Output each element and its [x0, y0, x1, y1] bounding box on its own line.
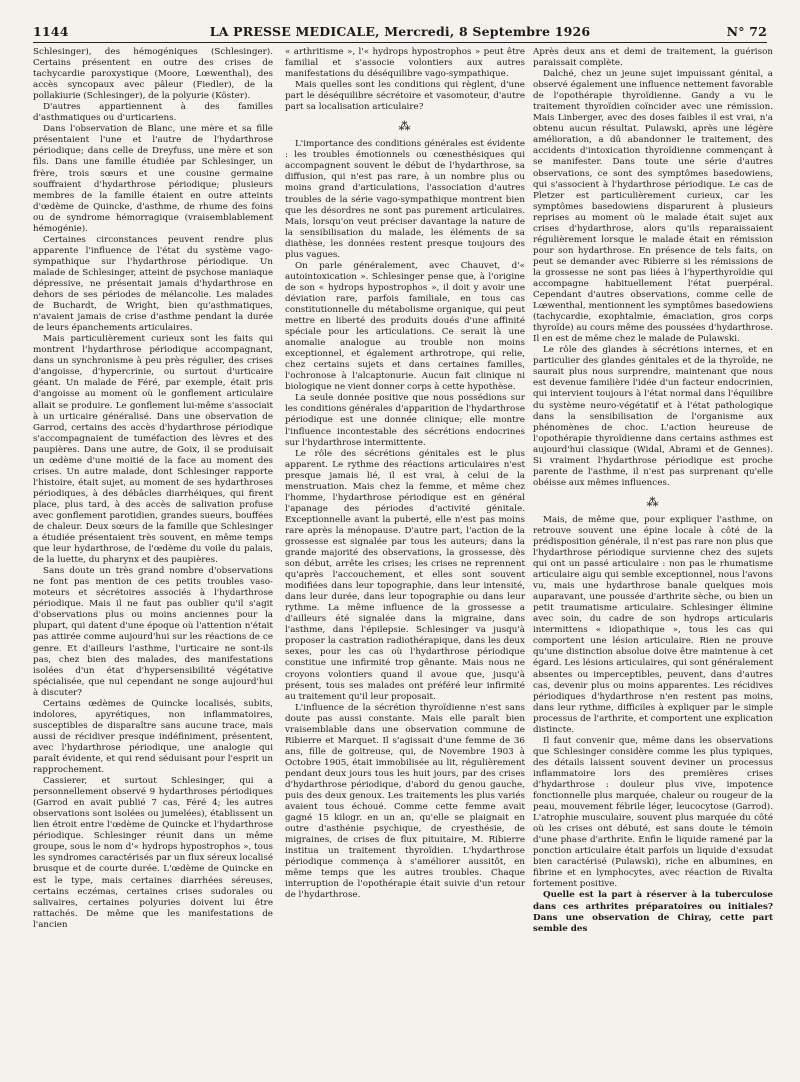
paragraph: On parle généralement, avec Chauvet, d'« autointoxication ». Schlesinger pense que, à l'origine de son « hydrops hypostrophos », il doit y avoir une déviation rare, parfois familiale, en tous cas constitutionnelle du métabolisme organique, qui peut mettre en liberté des produits doués d'une affinité spéciale pour les articulations. Ce serait là une anomalie analogue au trouble non moins exceptionnel, et également arthrotrope, qui relie, chez certains sujets et dans certaines familles, l'ochronose à l'alcaptonurie. Aucun fait clinique ni biologique ne vient donner corps à cette hypothèse. — [285, 260, 525, 393]
paragraph: Mais, de même que, pour expliquer l'asthme, on retrouve souvent une épine locale à côté de la prédisposition générale, il n'est pas rare non plus que l'hydarthrose périodique survienne chez des sujets qui ont un passé articulaire : non pas le rhumatisme articulaire aigu qui semble exceptionnel, nous l'avons vu, mais une hydarthrose banale quelques mois auparavant, une poussée d'arthrite sèche, ou bien un petit traumatisme articulaire. Schlesinger élimine avec soin, du cadre de son hydrops articularis intermittens « idiopathique », tous les cas qui comportent une lésion articulaire. Rien ne prouve qu'une distinction absolue doive être maintenue à cet égard. Les lésions articulaires, qui sont généralement absentes ou imperceptibles, peuvent, dans d'autres cas, devenir plus ou moins apparentes. Les récidives périodiques d'hydarthrose n'en restent pas moins, dans leur rythme, difficiles à expliquer par le simple processus de l'arthrite, et comportent une explication distincte. — [533, 514, 773, 735]
issue-number: N° 72 — [726, 24, 767, 39]
column-2 — [285, 47, 525, 902]
journal-title: LA PRESSE MEDICALE, Mercredi, 8 Septembre 1926 — [209, 24, 591, 39]
page-number: 1144 — [33, 24, 69, 39]
header-rule — [33, 42, 767, 43]
running-header — [33, 24, 767, 40]
paragraph: L'influence de la sécrétion thyroïdienne n'est sans doute pas aussi constante. Mais elle paraît bien vraisemblable dans une observation commune de Ribierre et Marquet. Il s'agissait d'une femme de 36 ans, fille de goitreuse, qui, de Novembre 1903 à Octobre 1905, était immobilisée au lit, régulièrement pendant deux jours tous les huit jours, par des crises d'hydarthrose périodique, d'abord du genou gauche, puis des deux genoux. Les traitements les plus variés avaient tous échoué. Comme cette femme avait gagné 15 kilogr. en un an, qu'elle se plaignait en outre d'asthénie psychique, de cryesthésie, de migraines, de crises de flux pituitaire, M. Ribierre institua un traitement thyroïdien. L'hydarthrose périodique commença à s'améliorer aussitôt, en même temps que les autres troubles. Chaque interruption de l'opothérapie était suivie d'un retour de l'hydarthrose. — [285, 702, 525, 901]
paragraph: Schlesinger), des hémogéniques (Schlesinger). Certains présentent en outre des crises de tachycardie paroxystique (Moore, Lœwenthal), des accès syncopaux avec pâleur (Fiedler), de la pollakiurie (Schlesinger), de la polyurie (Köster). — [33, 47, 273, 102]
paragraph: Dalché, chez un jeune sujet impuissant génital, a observé également une influence nettement favorable de l'opothérapie thyroïdienne. Gandy a vu le traitement thyroïdien coïncider avec une rémission. Mais Linberger, avec des doses faibles il est vrai, n'a obtenu aucun résultat. Pulawski, après une légère amélioration, a dû abandonner le traitement, des accidents d'intoxication thyroïdienne commençant à se manifester. Dans toute une série d'autres observations, ce sont des symptômes basedowiens, qui s'associent à l'hydarthrose périodique. Le cas de Pletzer est particulièrement curieux, car les symptômes basedowiens disparurent à plusieurs reprises au moment où le malade était sujet aux crises d'hydarthrose, alors qu'ils reparaissaient régulièrement lorsque le malade était en rémission pour son hydarthrose. En présence de tels faits, on peut se demander avec Ribierre si les rémissions de la grossesse ne sont pas liées à l'hyperthyroïdie qui accompagne habituellement l'état puerpéral. Cependant d'autres observations, comme celle de Lœwenthal, mentionnent les symptômes basedowiens (tachycardie, exophtalmie, émaciation, gros corps thyroïde) au cours même des poussées d'hydarthrose. Il en est de même chez le malade de Pulawski. — [533, 69, 773, 345]
paragraph: Sans doute un très grand nombre d'observations ne font pas mention de ces petits troubles vaso-moteurs et sécrétoires associés à l'hydarthrose périodique. Mais il ne faut pas oublier qu'il s'agit d'observations plus ou moins anciennes pour la plupart, qui datent d'une époque où l'attention n'était pas attirée comme aujourd'hui sur les réactions de ce genre. Et d'ailleurs l'asthme, l'urticaire ne sont-ils pas, chez bien des malades, des manifestations isolées d'un état d'hypersensibilité végétative spécialisée, que nul cependant ne songe aujourd'hui à discuter? — [33, 566, 273, 698]
paragraph: Cassierer, et surtout Schlesinger, qui a personnellement observé 9 hydarthroses périodiques (Garrod en avait publié 7 cas, Féré 4; les autres observations sont isolées ou jumelées), établissent un lien étroit entre l'œdème de Quincke et l'hydarthrose périodique. Schlesinger réunit dans un même groupe, sous le nom d'« hydrops hypostrophos », tous les syndromes caractérisés par un flux séreux localisé brusque et de courte durée. L'œdème de Quincke en est le type, mais certaines diarrhées séreuses, certains eczémas, certaines crises sudorales ou salivaires, certaines polyuries doivent lui être rattachés. De même que les manifestations de l'ancien — [33, 776, 274, 930]
column-1 — [33, 47, 273, 931]
paragraph: Certaines circonstances peuvent rendre plus apparente l'influence de l'état du système vago-sympathique sur l'hydarthrose périodique. Un malade de Schlesinger, atteint de psychose maniaque dépressive, ne présentait jamais d'hydarthrose en dehors de ses périodes de mélancolie. Les malades de Buchardt, de Wright, bien qu'asthmatiques, n'avaient jamais de crise d'asthme pendant la durée de leurs épanchements articulaires. — [33, 234, 273, 334]
paragraph: Mais particulièrement curieux sont les faits qui montrent l'hydarthrose périodique accompagnant, dans un synchronisme à peu près régulier, des crises d'angoisse, d'hypercrinie, ou surtout d'urticaire géant. Un malade de Féré, par exemple, était pris d'angoisse au moment où le gonflement articulaire allait se produire. Le gonflement lui-même s'associait à un urticaire généralisé. Dans une observation de Garrod, certains des accès d'hydarthrose périodique s'accompagnaient de tuméfaction des lèvres et des paupières. Dans une autre, de Goix, il se produisait un œdème d'une moitié de la face au moment des crises. Un autre malade, dont Schlesinger rapporte l'histoire, était sujet, au moment de ses hydarthroses périodiques, à des débâcles diarrhéiques, qui firent place, plus tard, à des accès de salivation profuse avec gonflement parotidien, grandes sueurs, bouffées de chaleur. Deux sœurs de la famille que Schlesinger a étudiée présentaient très souvent, en même temps que leur hydarthrose, de l'œdème du voile du palais, de la luette, du pharynx et des paupières. — [33, 334, 273, 566]
paragraph: L'importance des conditions générales est évidente : les troubles émotionnels ou cœnesthésiques qui accompagnent souvent le début de l'hydarthrose, sa diffusion, qui n'est pas rare, à un nombre plus ou moins grand d'articulations, l'association d'autres troubles de la série vago-sympathique montrent bien que les désordres ne sont pas purement articulaires. Mais, lorsqu'on veut préciser davantage la nature de la sensibilisation du malade, les éléments de sa diathèse, les données restent presque toujours des plus vagues. — [285, 139, 525, 260]
paragraph: « arthritisme », l'« hydrops hypostrophos » peut être familial et s'associe volontiers aux autres manifestations du déséquilibre vago-sympathique. — [285, 47, 525, 80]
paragraph: La seule donnée positive que nous possédions sur les conditions générales d'apparition de l'hydarthrose périodique est une donnée clinique; elle montre l'influence incontestable des sécrétions endocrines sur l'hydarthrose intermittente. — [285, 393, 525, 448]
paragraph: Dans l'observation de Blanc, une mère et sa fille présentaient l'une et l'autre de l'hydarthrose périodique; dans celle de Dreyfuss, une mère et son fils. Dans une famille étudiée par Schlesinger, un frère, trois sœurs et une cousine germaine souffraient d'hydarthrose périodique; plusieurs membres de la famille étaient en outre atteints d'œdème de Quincke, d'asthme, de rhume des foins ou de syndrome hémorragique (vraisemblablement hémogénie). — [33, 124, 273, 234]
paragraph: Quelle est la part à réserver à la tuberculose dans ces arthrites préparatoires ou initiales? Dans une observation de Chiray, cette part semble des — [533, 890, 773, 934]
paragraph: D'autres appartiennent à des familles d'asthmatiques ou d'urticariens. — [33, 102, 273, 124]
paragraph: Après deux ans et demi de traitement, la guérison paraissait complète. — [533, 47, 773, 69]
paragraph: Le rôle des sécrétions génitales est le plus apparent. Le rythme des réactions articulaires n'est presque jamais lié, il est vrai, à celui de la menstruation. Mais chez la femme, et même chez l'homme, l'hydarthrose périodique est en général l'apanage des périodes d'activité génitale. Exceptionnelle avant la puberté, elle n'est pas moins rare après la ménopause. D'autre part, l'action de la grossesse est signalée par tous les auteurs; dans la grande majorité des observations, la grossesse, dès son début, arrête les crises; les crises ne reprennent qu'après l'accouchement, et elles sont souvent modifiées dans leur topographie, dans leur intensité, dans leur durée, dans leur topographie ou dans leur rythme. La même influence de la grossesse a d'ailleurs été signalée dans la migraine, dans l'asthme, dans l'épilepsie. Schlesinger va jusqu'à proposer la castration radiothérapique, dans les deux sexes, pour les cas où l'hydarthrose périodique constitue une infirmité trop gênante. Mais nous ne croyons volontiers quand il avoue que, jusqu'à présent, tous ses malades ont préféré leur infirmité au traitement qu'il leur proposait. — [285, 448, 525, 702]
column-3 — [533, 47, 773, 935]
section-separator: ⁂ — [398, 119, 412, 134]
paragraph: Mais quelles sont les conditions qui règlent, d'une part le déséquilibre sécrétoire et vasomoteur, d'autre part sa localisation articulaire? — [285, 80, 525, 113]
paragraph: Certains œdèmes de Quincke localisés, subits, indolores, apyrétiques, non inflammatoires, susceptibles de disparaître sans aucune trace, mais aussi de récidiver presque indéfiniment, présentent, avec l'hydarthrose périodique, une analogie qui paraît évidente, et qui rend séduisant pour l'esprit un rapprochement. — [33, 698, 273, 776]
paragraph: Il faut convenir que, même dans les observations que Schlesinger considère comme les plus typiques, des détails laissent souvent deviner un processus inflammatoire lors des premières crises d'hydarthrose : douleur plus vive, impotence fonctionnelle plus marquée, chaleur ou rougeur de la peau, mouvement fébrile léger, leucocytose (Garrod). L'atrophie musculaire, souvent plus marquée du côté où les crises ont débuté, est sans doute le témoin d'une phase d'arthrite. Enfin le liquide ramené par la ponction articulaire était parfois un liquide d'exsudat bien caractérisé (Pulawski), riche en albumines, en fibrine et en lymphocytes, avec réaction de Rivalta fortement positive. — [533, 735, 773, 890]
paragraph: Le rôle des glandes à sécrétions internes, et en particulier des glandes génitales et de la thyroïde, ne saurait plus nous surprendre, maintenant que nous est devenue familière l'idée d'un facteur endocrinien, qui intervient toujours à l'état normal dans l'équilibre du système neuro-végétatif et à l'état pathologique dans la sensibilisation de l'organisme aux phénomènes de choc. L'action heureuse de l'opothérapie thyroïdienne dans certains asthmes est aujourd'hui classique (Widal, Abrami et de Gennes). Si vraiment l'hydarthrose périodique est proche parente de l'asthme, il n'est pas surprenant qu'elle obéisse aux mêmes influences. — [533, 345, 773, 488]
section-separator: ⁂ — [646, 494, 660, 509]
